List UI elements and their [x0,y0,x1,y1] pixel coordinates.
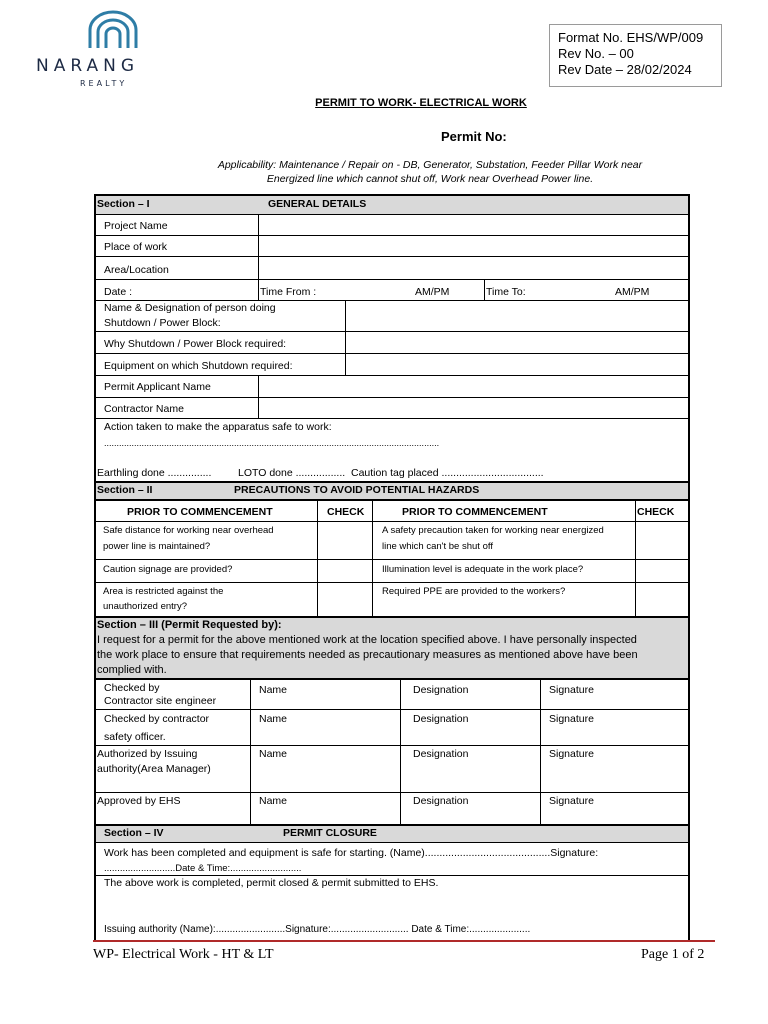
applicability-line-1: Applicability: Maintenance / Repair on - DB, Generator, Substation, Feeder Pillar Work near [217,159,643,171]
name-designation-label-line-2: Shutdown / Power Block: [104,317,221,329]
area-restricted-item-line-1: Area is restricted against the [103,586,224,597]
date-label: Date : [104,286,133,298]
safe-distance-check[interactable] [319,523,371,558]
contractor-name-label: Contractor Name [104,403,184,415]
name-designation-label-line-1: Name & Designation of person doing [104,302,276,314]
illumination-item: Illumination level is adequate in the work place? [382,564,584,575]
action-taken-dots: ...................................................................................................................................... [104,438,440,448]
equipment-label: Equipment on which Shutdown required: [104,360,293,372]
area-location-label: Area/Location [104,264,169,276]
format-number: Format No. EHS/WP/009 [558,30,704,45]
ppe-check[interactable] [637,584,687,615]
safe-distance-item-line-1: Safe distance for working near overhead [103,525,274,536]
authority-designation-label[interactable]: Designation [413,748,469,760]
site-engineer-signature-label[interactable]: Signature [549,684,594,696]
revision-date: Rev Date – 28/02/2024 [558,62,692,77]
energized-line-item-line-2: line which can't be shut off [382,541,493,552]
place-of-work-label: Place of work [104,241,168,253]
footer-document-name: WP- Electrical Work - HT & LT [93,947,274,962]
authority-signature-label[interactable]: Signature [549,748,594,760]
project-name-field[interactable] [260,216,687,234]
document-title: PERMIT TO WORK- ELECTRICAL WORK [315,97,527,109]
earthing-done: Earthling done ............... [97,467,212,479]
site-engineer-name-label[interactable]: Name [259,684,288,696]
why-shutdown-field[interactable] [347,333,687,352]
project-name-label: Project Name [104,220,168,232]
authorized-by-line-1: Authorized by Issuing [97,748,198,760]
area-restricted-check[interactable] [319,584,371,615]
checked-by-site-engineer-line-2: Contractor site engineer [104,695,217,707]
caution-tag-placed: Caution tag placed ................................... [351,467,544,479]
company-logo [34,8,194,90]
footer-divider [93,940,715,942]
footer-page-number: Page 1 of 2 [641,947,705,962]
ehs-name-label[interactable]: Name [259,795,288,807]
contractor-name-field[interactable] [260,399,687,417]
check-header-left: CHECK [327,506,365,518]
section3-declaration-line-2: the work place to ensure that requirements needed as precautionary measures as mentioned above have been [97,649,638,661]
checked-by-safety-officer-line-2: safety officer. [104,731,166,743]
revision-number: Rev No. – 00 [558,46,634,61]
checked-by-safety-officer-line-1: Checked by contractor [104,713,210,725]
permit-closed-text: The above work is completed, permit closed & permit submitted to EHS. [104,877,439,889]
prior-commencement-header-left: PRIOR TO COMMENCEMENT [127,506,273,518]
permit-number-label: Permit No: [441,129,507,144]
work-completed-line-1: Work has been completed and equipment is safe for starting. (Name)...........................................Signature: [104,847,599,859]
applicant-name-label: Permit Applicant Name [104,381,211,393]
safety-officer-name-label[interactable]: Name [259,713,288,725]
equipment-field[interactable] [347,355,687,374]
why-shutdown-label: Why Shutdown / Power Block required: [104,338,287,350]
prior-commencement-header-right: PRIOR TO COMMENCEMENT [402,506,548,518]
applicability-text [170,158,690,186]
time-to-label: Time To: [486,286,526,298]
section1-label: Section – I [97,198,150,210]
section4-header-band [96,825,688,842]
ehs-signature-label[interactable]: Signature [549,795,594,807]
caution-signage-item: Caution signage are provided? [103,564,233,575]
authority-name-label[interactable]: Name [259,748,288,760]
section1-title: GENERAL DETAILS [268,198,367,210]
illumination-check[interactable] [637,561,687,581]
ppe-item: Required PPE are provided to the workers? [382,586,566,597]
authorized-by-line-2: authority(Area Manager) [97,763,211,775]
safety-officer-signature-label[interactable]: Signature [549,713,594,725]
energized-line-check[interactable] [637,523,687,558]
section3-declaration-line-3: complied with. [97,664,167,676]
section2-title: PRECAUTIONS TO AVOID POTENTIAL HAZARDS [234,484,480,496]
section4-title: PERMIT CLOSURE [283,827,377,839]
work-completed-line-2: ...........................Date & Time:........................... [104,863,302,874]
company-subname: REALTY [80,79,128,88]
action-taken-label: Action taken to make the apparatus safe to work: [104,421,332,433]
caution-signage-check[interactable] [319,561,371,581]
applicability-line-2: Energized line which cannot shut off, Work near Overhead Power line. [266,173,594,185]
loto-done: LOTO done ................. [238,467,346,479]
check-header-right: CHECK [637,506,675,518]
section3-label: Section – III (Permit Requested by): [97,619,282,631]
area-restricted-item-line-2: unauthorized entry? [103,601,187,612]
format-info-box [549,24,722,87]
energized-line-item-line-1: A safety precaution taken for working near energized [382,525,604,536]
place-of-work-field[interactable] [260,237,687,255]
safety-officer-designation-label[interactable]: Designation [413,713,469,725]
area-location-field[interactable] [260,258,687,278]
safe-distance-item-line-2: power line is maintained? [103,541,211,552]
section1-header-band [96,196,688,214]
company-name: NARANG [36,56,139,76]
time-from-ampm: AM/PM [415,286,450,298]
checked-by-site-engineer-line-1: Checked by [104,682,160,694]
issuing-authority-closure-line: Issuing authority (Name):.........................Signature:............................ Date & Time:...................... [104,924,531,935]
approved-by-ehs-label: Approved by EHS [97,795,181,807]
ehs-designation-label[interactable]: Designation [413,795,469,807]
name-designation-field[interactable] [347,302,687,330]
applicant-name-field[interactable] [260,377,687,396]
time-to-ampm: AM/PM [615,286,650,298]
section2-label: Section – II [97,484,153,496]
section4-label: Section – IV [104,827,164,839]
time-from-label: Time From : [260,286,317,298]
arch-logo-icon [87,10,139,50]
site-engineer-designation-label[interactable]: Designation [413,684,469,696]
section3-declaration-line-1: I request for a permit for the above mentioned work at the location specified above. I have personally inspected [97,634,637,646]
